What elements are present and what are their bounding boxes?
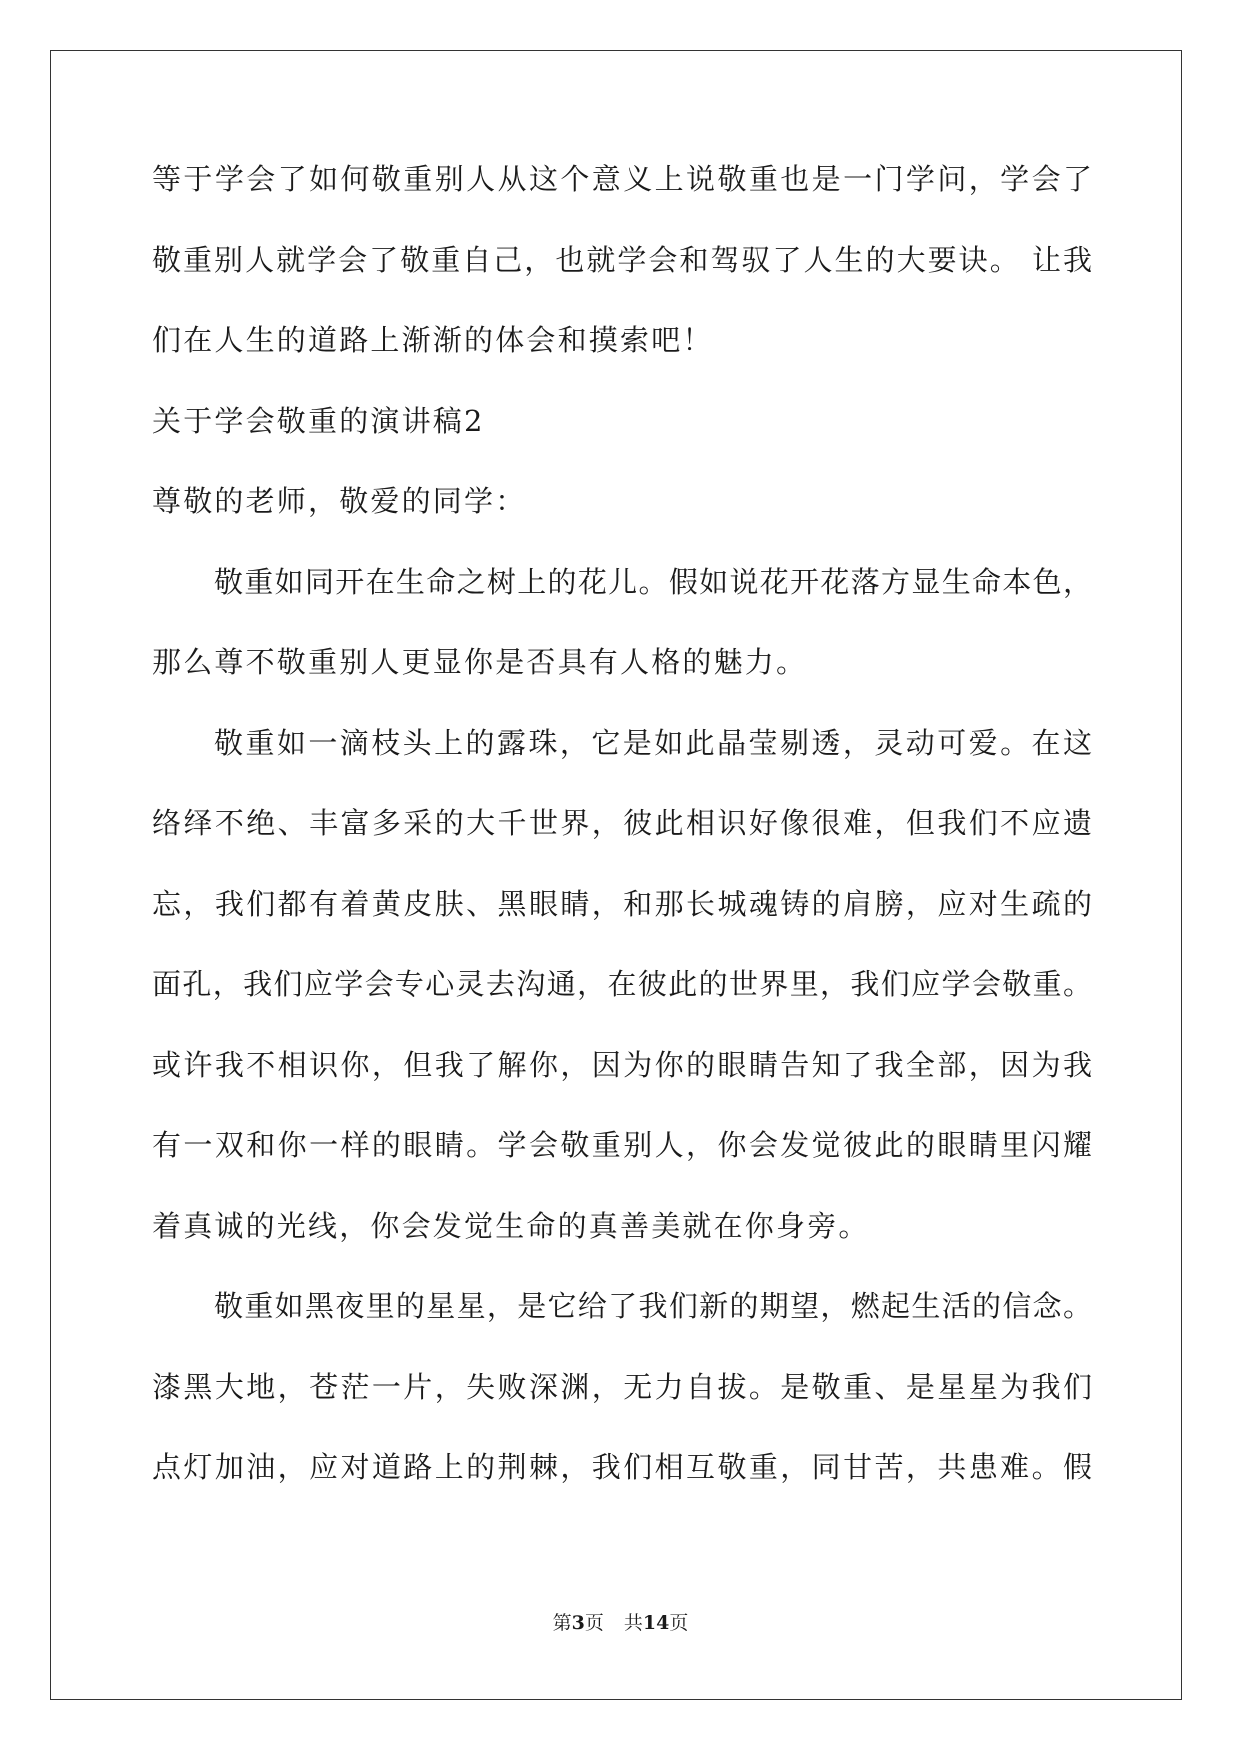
paragraph-line: 忘，我们都有着黄皮肤、黑眼睛，和那长城魂铸的肩膀，应对生疏的 [152, 886, 1092, 921]
paragraph-line: 敬重如黑夜里的星星，是它给了我们新的期望，燃起生活的信念。 [214, 1289, 1092, 1323]
page-prefix: 第 [552, 1612, 572, 1634]
page-number: 3 [571, 1612, 585, 1634]
total-unit: 页 [669, 1612, 689, 1634]
page-unit: 页 [584, 1612, 604, 1634]
paragraph-line: 或许我不相识你，但我了解你，因为你的眼睛告知了我全部，因为我 [152, 1047, 1092, 1082]
paragraph-line: 漆黑大地，苍茫一片，失败深渊，无力自拔。是敬重、是星星为我们 [152, 1369, 1092, 1404]
paragraph-line: 们在人生的道路上渐渐的体会和摸索吧！ [152, 323, 714, 357]
paragraph-line: 敬重如一滴枝头上的露珠，它是如此晶莹剔透，灵动可爱。在这 [214, 725, 1092, 760]
paragraph-line: 面孔，我们应学会专心灵去沟通，在彼此的世界里，我们应学会敬重。 [152, 967, 1092, 1001]
paragraph-line: 有一双和你一样的眼睛。学会敬重别人，你会发觉彼此的眼睛里闪耀 [152, 1128, 1092, 1162]
page-total: 14 [642, 1612, 670, 1634]
paragraph-line: 那么尊不敬重别人更显你是否具有人格的魅力。 [152, 645, 808, 679]
salutation: 尊敬的老师，敬爱的同学： [152, 484, 527, 518]
page-footer [0, 1611, 1241, 1635]
paragraph-line: 等于学会了如何敬重别人从这个意义上说敬重也是一门学问，学会了 [152, 162, 1092, 196]
total-prefix: 共 [623, 1612, 643, 1634]
paragraph-line: 敬重别人就学会了敬重自己，也就学会和驾驭了人生的大要诀。 让我 [152, 242, 1092, 277]
paragraph-line: 络绎不绝、丰富多采的大千世界，彼此相识好像很难，但我们不应遗 [152, 806, 1092, 840]
paragraph-line: 敬重如同开在生命之树上的花儿。假如说花开花落方显生命本色， [214, 564, 1092, 599]
paragraph-line: 着真诚的光线，你会发觉生命的真善美就在你身旁。 [152, 1208, 870, 1243]
section-title: 关于学会敬重的演讲稿2 [152, 403, 485, 438]
document-body [152, 152, 1092, 1521]
paragraph-line: 点灯加油，应对道路上的荆棘，我们相互敬重，同甘苦，共患难。假 [152, 1450, 1092, 1484]
